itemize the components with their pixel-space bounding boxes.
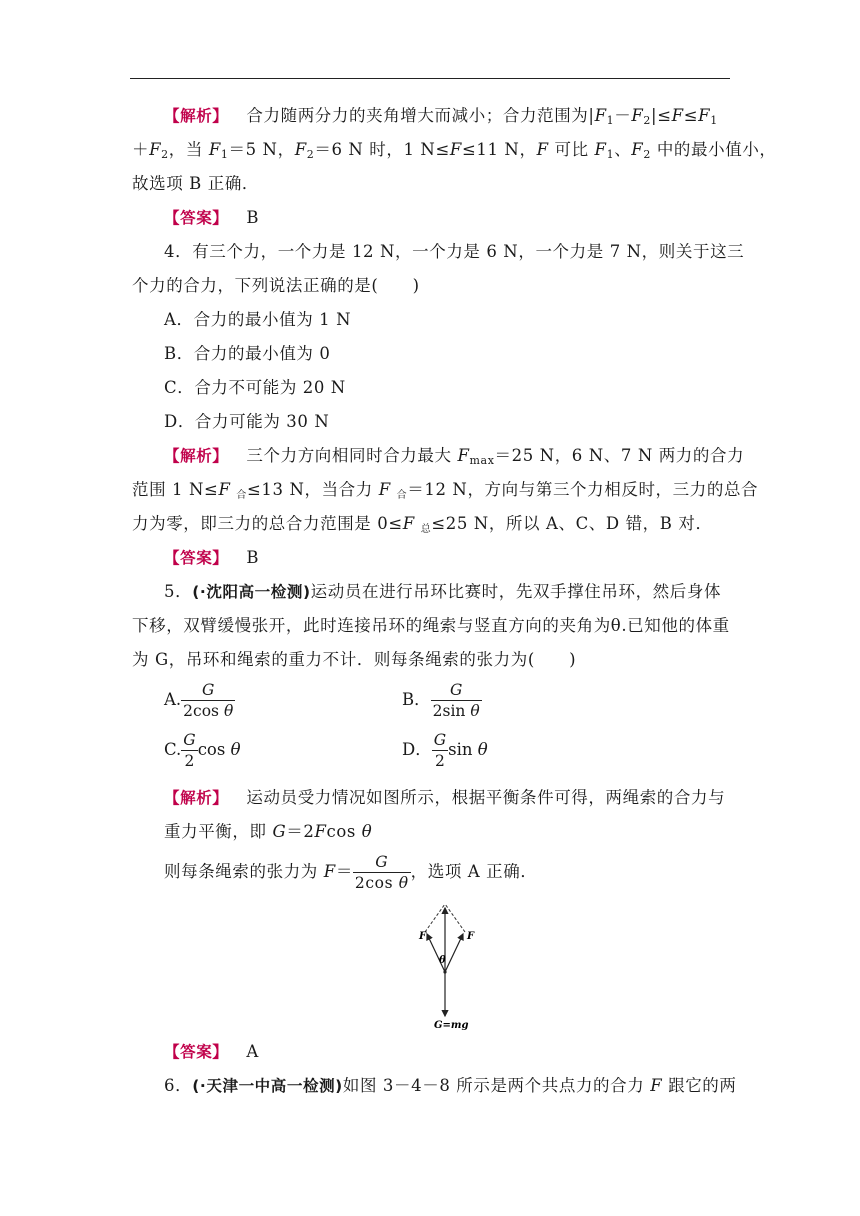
q3-analysis-line-2: $+F_2$，当 $F_1=5$ N，$F_2=6$ N 时，1 N≤F≤11 N，F 可比 $F_1$、$F_2$ 中的最小值小， <box>132 140 777 161</box>
right-force-label: F <box>467 931 475 942</box>
q4-analysis-line-2: 范围 1 N≤F 合≤13 N，当合力 F 合＝12 N，方向与第三个力相反时，三力的总合 <box>132 480 759 501</box>
dashed-right-edge <box>445 904 465 932</box>
q5-analysis-line-3: 则每条绳索的张力为 F＝ $\frac{G}{\text{2cos θ}}$ ，选项 A 正确． <box>164 853 538 892</box>
answer-tag: 【答案】 <box>164 209 229 227</box>
analysis-tag: 【解析】 <box>164 789 229 807</box>
q6-source: (·天津一中高一检测) <box>192 1077 343 1095</box>
force-diagram <box>410 900 480 1035</box>
q5-analysis-line-1: 【解析】 运动员受力情况如图所示，根据平衡条件可得，两绳索的合力与 <box>164 788 726 807</box>
left-force-arrow <box>427 934 445 972</box>
q4-stem-line-2: 个力的合力，下列说法正确的是( ) <box>132 276 420 295</box>
q5-source: (·沈阳高一检测) <box>192 583 311 601</box>
q5-answer-value: A <box>246 1042 259 1061</box>
analysis-tag: 【解析】 <box>164 107 229 125</box>
q3-answer-value: B <box>246 208 260 227</box>
answer-tag: 【答案】 <box>164 549 229 567</box>
q5-stem-line-2: 下移，双臂缓慢张开，此时连接吊环的绳索与竖直方向的夹角为θ.已知他的体重 <box>132 616 730 635</box>
left-force-label: F <box>419 931 427 942</box>
q4-analysis-line-1: 【解析】 三个力方向相同时合力最大 $F_{max}=25$ N，6 N、7 N 两力的合力 <box>164 446 745 467</box>
header-rule <box>130 78 730 79</box>
q4-option-d: D．合力可能为 30 N <box>164 412 330 431</box>
q5-stem-line-1: 5．(·沈阳高一检测)运动员在进行吊环比赛时，先双手撑住吊环，然后身体 <box>164 582 722 601</box>
answer-tag: 【答案】 <box>164 1043 229 1061</box>
q4-answer <box>164 546 764 570</box>
analysis-tag: 【解析】 <box>164 447 229 465</box>
angle-label: θ <box>439 955 446 966</box>
q5-option-d: D． $\frac{G}{2}$ sin θ <box>402 731 488 770</box>
q5-option-c: C. $\frac{G}{2}$ cos θ <box>164 731 241 770</box>
q5-option-a: A. $\frac{G}{\text{2cos θ}}$ <box>164 681 234 720</box>
q3-answer <box>164 206 764 230</box>
dashed-left-edge <box>425 904 445 932</box>
q3-analysis-line-1: 【解析】 合力随两分力的夹角增大而减小；合力范围为$|F_1-F_2|\le F\le F_1$ <box>164 106 718 127</box>
q3-analysis-line-3: 故选项 B 正确． <box>132 174 260 193</box>
q5-option-b: B． $\frac{G}{\text{2sin θ}}$ <box>402 681 480 720</box>
q5-analysis-line-2: 重力平衡，即 G＝2Fcos θ <box>164 822 373 841</box>
weight-label: G=mg <box>434 1020 469 1031</box>
q4-option-b: B．合力的最小值为 0 <box>164 344 331 363</box>
q4-analysis-line-3: 力为零，即三力的总合力范围是 0≤F 总≤25 N，所以 A、C、D 错，B 对． <box>132 514 713 535</box>
q4-answer-value: B <box>246 548 260 567</box>
right-force-arrow <box>445 934 463 972</box>
q6-stem-line-1: 6．(·天津一中高一检测)如图 3－4－8 所示是两个共点力的合力 F 跟它的两 <box>164 1076 737 1095</box>
body-point <box>443 970 446 973</box>
q4-stem-line-1: 4．有三个力，一个力是 12 N，一个力是 6 N，一个力是 7 N，则关于这三 <box>164 242 745 261</box>
q5-answer <box>164 1040 764 1064</box>
q4-option-c: C．合力不可能为 20 N <box>164 378 346 397</box>
q4-option-a: A．合力的最小值为 1 N <box>164 310 352 329</box>
q5-stem-line-3: 为 G，吊环和绳索的重力不计．则每条绳索的张力为( ) <box>132 650 577 669</box>
